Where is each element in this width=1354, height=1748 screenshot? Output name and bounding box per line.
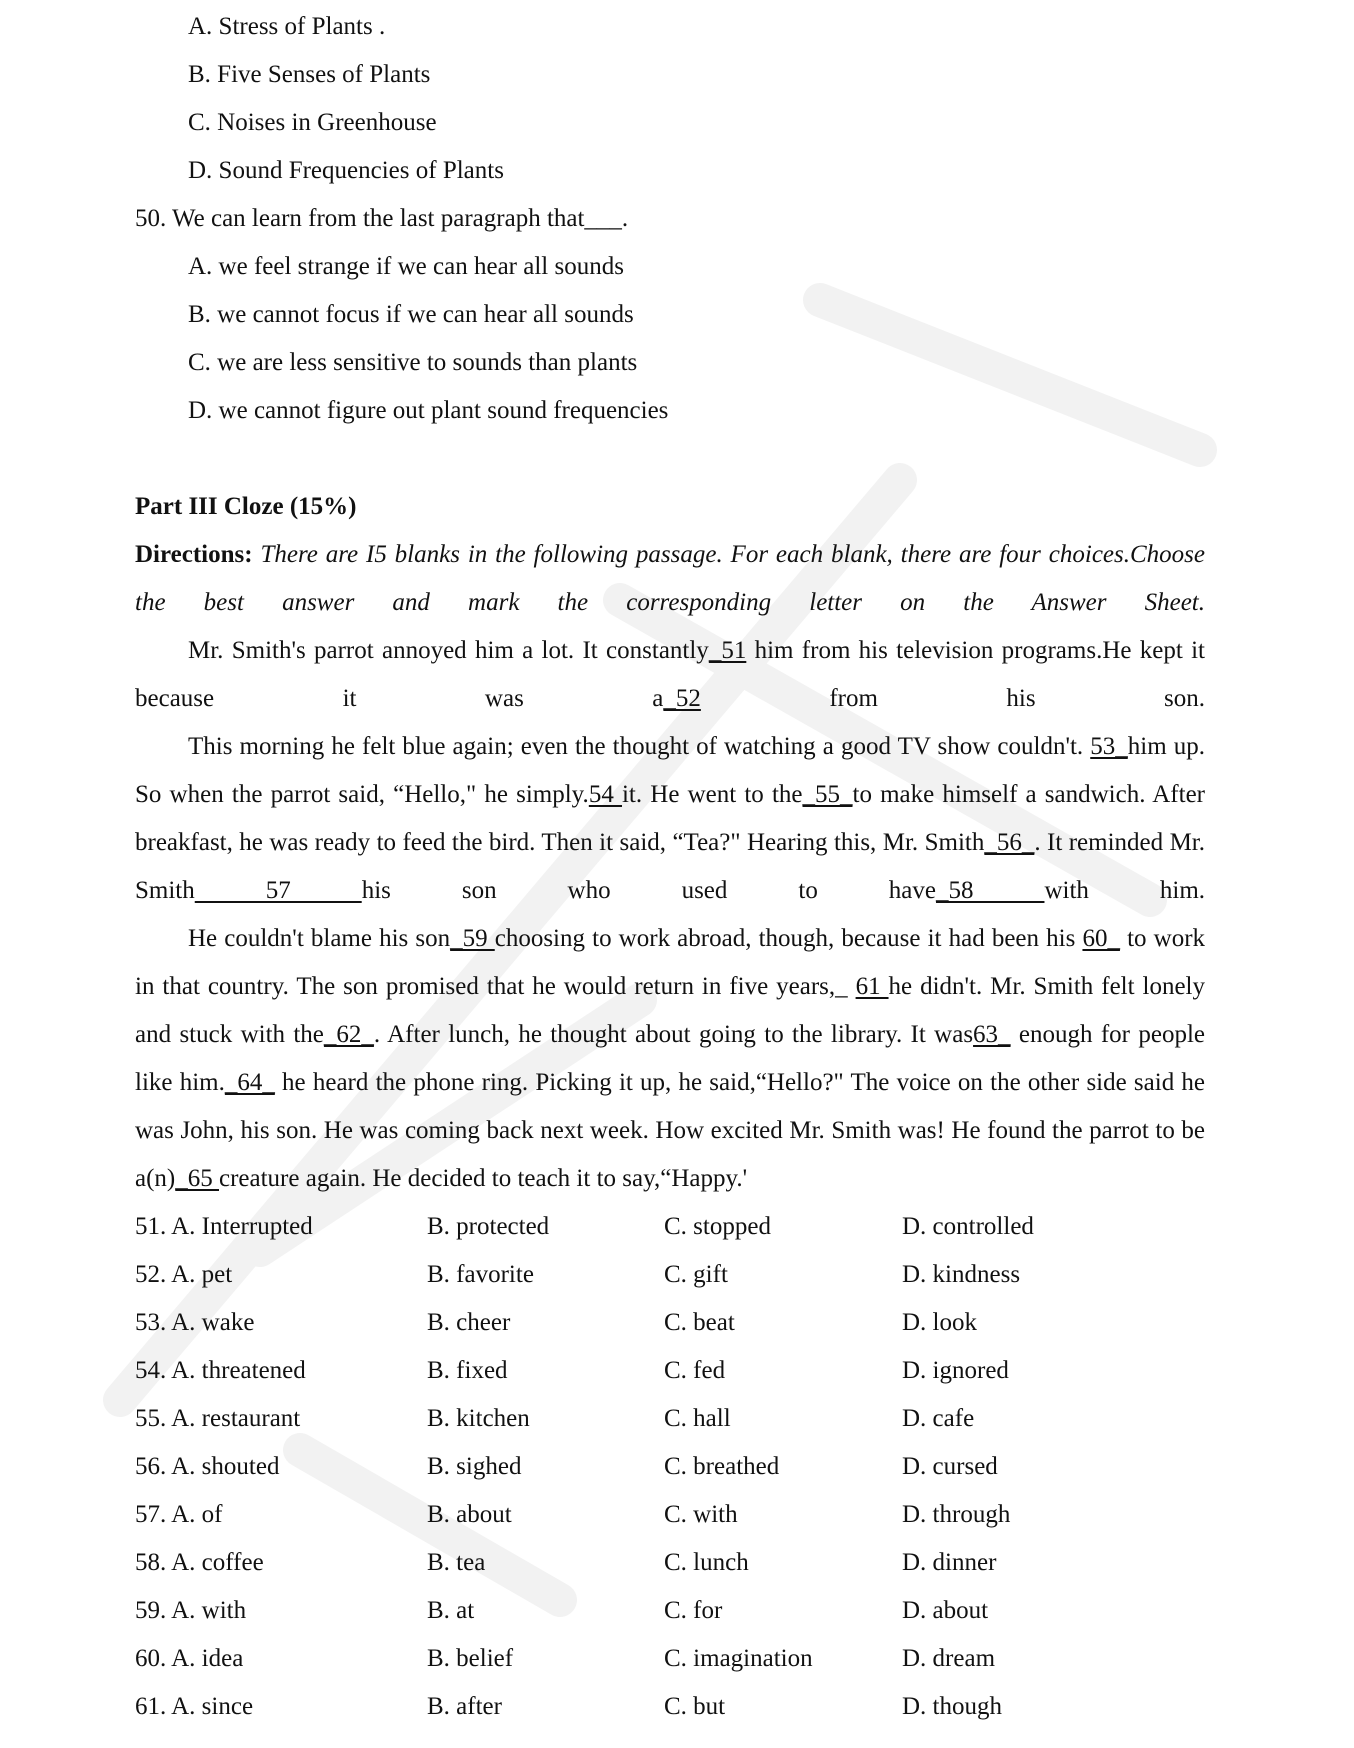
blank-51: _51	[708, 637, 747, 664]
passage-paragraph-2: This morning he felt blue again; even the thought of watching a good TV show couldn't. 53_him up. So when the parrot said, “Hello," he simply.54 it. He went to the_55_to make himself a sandwich. After breakfast, he was ready to feed the bird. Then it said, “Tea?" Hearing this, Mr. Smith_56_. It reminded Mr. Smith 57 his son who used to have_58 with him.	[135, 733, 1206, 904]
choice-row-53: 53. A. wake B. cheer C. beat D. look	[135, 1309, 977, 1336]
directions-text: There are I5 blanks in the following passage. For each blank, there are four choices.Choose the best answer and mark the corresponding letter on the Answer Sheet.	[135, 541, 1205, 616]
directions-label: Directions:	[135, 541, 253, 568]
choice-row-61: 61. A. since B. after C. but D. though	[135, 1693, 1002, 1720]
blank-64: _64_	[224, 1069, 275, 1096]
blank-59: _59	[450, 925, 495, 952]
q49-option-a: A. Stress of Plants .	[188, 13, 386, 40]
passage-paragraph-1: Mr. Smith's parrot annoyed him a lot. It constantly_51 him from his television programs.He kept it because it was a_52 from his son.	[135, 637, 1206, 712]
choice-row-51: 51. A. Interrupted B. protected C. stopped D. controlled	[135, 1213, 1034, 1240]
q50-option-b: B. we cannot focus if we can hear all sounds	[188, 301, 634, 328]
q50-option-a: A. we feel strange if we can hear all sounds	[188, 253, 624, 280]
passage-paragraph-3: He couldn't blame his son_59 choosing to work abroad, though, because it had been his 60_ to work in that country. The son promised that he would return in five years,_ 61 he didn't. Mr. Smith felt lonely and stuck with the_62_. After lunch, he thought about going to the library. It was63_ enough for people like him._64_ he heard the phone ring. Picking it up, he said,“Hello?" The voice on the other side said he was John, his son. He was coming back next week. How excited Mr. Smith was! He found the parrot to be a(n)_65 creature again. He decided to teach it to say,“Happy.'	[135, 925, 1206, 1192]
q50-option-c: C. we are less sensitive to sounds than plants	[188, 349, 638, 376]
choice-row-57: 57. A. of B. about C. with D. through	[135, 1501, 1011, 1528]
choice-row-59: 59. A. with B. at C. for D. about	[135, 1597, 989, 1624]
choice-row-55: 55. A. restaurant B. kitchen C. hall D. cafe	[135, 1405, 975, 1432]
directions	[135, 531, 1205, 627]
blank-63: 63_	[973, 1021, 1011, 1048]
blank-55: _55_	[802, 781, 853, 808]
choice-row-60: 60. A. idea B. belief C. imagination D. dream	[135, 1645, 996, 1672]
blank-62: _62_	[323, 1021, 374, 1048]
blank-58: _58	[935, 877, 1045, 904]
blank-61: 61	[855, 973, 889, 1000]
q49-option-c: C. Noises in Greenhouse	[188, 109, 437, 136]
choice-row-52: 52. A. pet B. favorite C. gift D. kindness	[135, 1261, 1021, 1288]
section-heading: Part III Cloze (15%)	[135, 493, 357, 520]
q50-option-d: D. we cannot figure out plant sound frequencies	[188, 397, 669, 424]
blank-52: _52	[663, 685, 701, 712]
choice-row-58: 58. A. coffee B. tea C. lunch D. dinner	[135, 1549, 997, 1576]
blank-65: _65	[175, 1165, 219, 1192]
blank-53: 53_	[1090, 733, 1128, 760]
choice-row-56: 56. A. shouted B. sighed C. breathed D. cursed	[135, 1453, 998, 1480]
q50-stem: 50. We can learn from the last paragraph that___.	[135, 205, 629, 232]
blank-60: 60_	[1082, 925, 1120, 952]
q49-option-d: D. Sound Frequencies of Plants	[188, 157, 504, 184]
blank-57: 57	[194, 877, 362, 904]
blank-56: _56_	[984, 829, 1035, 856]
blank-54: 54	[588, 781, 622, 808]
q49-option-b: B. Five Senses of Plants	[188, 61, 431, 88]
choice-row-54: 54. A. threatened B. fixed C. fed D. ignored	[135, 1357, 1009, 1384]
